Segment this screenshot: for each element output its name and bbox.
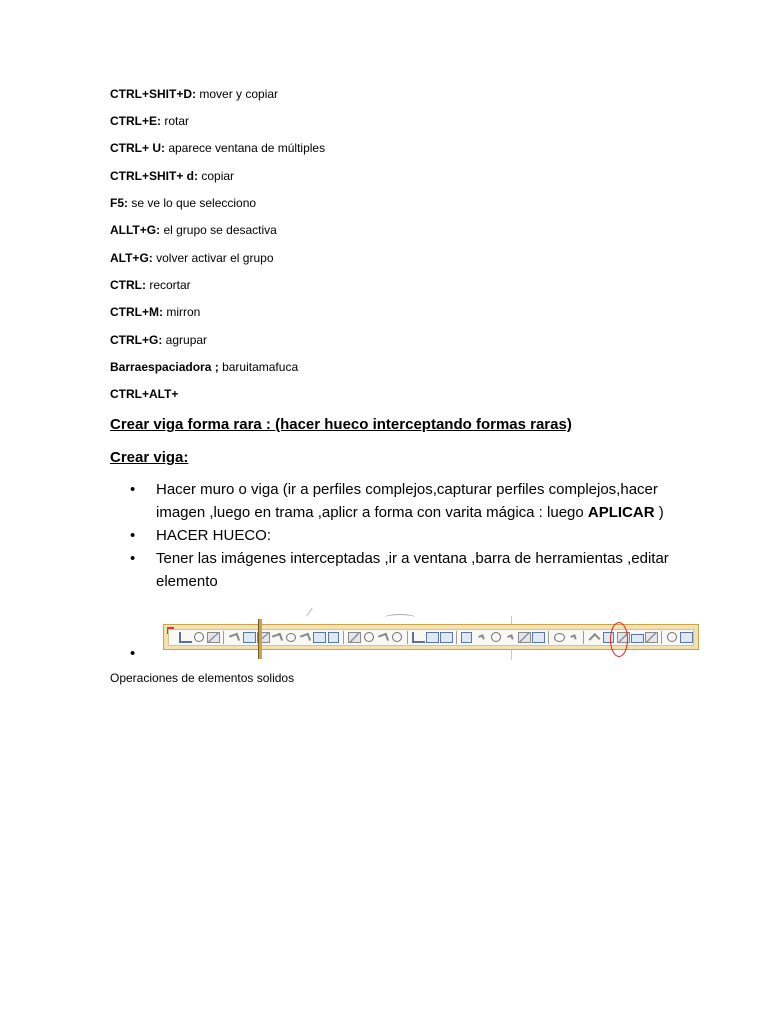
shortcut-key: CTRL+ U: — [110, 141, 165, 155]
shortcut-line — [110, 114, 189, 128]
split-icon — [645, 632, 657, 643]
list-item-text-part: Hacer muro o viga (ir a perfiles complejos,capturar perfiles complejos,hacer imagen ,luego en trama ,aplicr a forma con varita mágica : luego — [156, 481, 658, 521]
shortcut-line — [110, 333, 207, 347]
image-icon — [207, 632, 219, 643]
chart-icon — [179, 632, 191, 643]
shortcut-desc: mirron — [163, 305, 201, 319]
union-icon — [666, 632, 678, 643]
shortcut-line — [110, 278, 191, 292]
annotation-stroke — [306, 608, 321, 623]
bullet-list — [130, 478, 670, 593]
transform-icon — [348, 632, 360, 643]
list-item-text — [156, 478, 670, 524]
shortcut-key: CTRL: — [110, 278, 146, 292]
shortcut-key: F5: — [110, 196, 128, 210]
toolbar-separator — [661, 631, 662, 644]
toolbar-screenshot — [163, 624, 699, 652]
dropdown-icon — [475, 632, 487, 643]
toolbar-separator — [407, 631, 408, 644]
select-icon — [461, 632, 473, 643]
shortcut-desc: aparece ventana de múltiples — [165, 141, 326, 155]
list-item — [130, 547, 670, 593]
bullet-icon: • — [130, 481, 136, 498]
section-heading: Crear viga: — [110, 449, 189, 466]
toolbar-separator — [343, 631, 344, 644]
align-icon — [412, 632, 424, 643]
shortcut-line — [110, 196, 256, 210]
annotation-stroke — [385, 614, 415, 621]
toolbar-separator — [583, 631, 584, 644]
curve-icon — [285, 632, 297, 643]
toolbar-grip — [258, 619, 262, 659]
annotation-circle — [610, 622, 628, 657]
shortcut-line — [110, 169, 234, 183]
pointer-icon — [271, 632, 283, 643]
shortcut-line — [110, 305, 200, 319]
shortcut-desc: copiar — [198, 169, 235, 183]
offset-icon — [391, 632, 403, 643]
shortcut-line — [110, 223, 277, 237]
dropdown-icon — [567, 632, 579, 643]
list-item-strong: APLICAR — [587, 504, 655, 521]
list-item-text: Tener las imágenes interceptadas ,ir a ventana ,barra de herramientas ,editar elemento — [156, 550, 669, 590]
bullet-icon: • — [130, 645, 136, 662]
shortcut-desc: rotar — [161, 114, 190, 128]
shortcut-line — [110, 387, 178, 401]
list-item — [130, 478, 670, 524]
zoom-icon — [193, 632, 205, 643]
list-item-text: HACER HUECO: — [156, 527, 272, 544]
roof-icon — [588, 632, 600, 643]
shortcut-desc: el grupo se desactiva — [160, 223, 277, 237]
bullet-icon: • — [130, 550, 136, 567]
shortcut-line — [110, 360, 298, 374]
section-heading: Crear viga forma rara : (hacer hueco interceptando formas raras) — [110, 416, 572, 433]
shortcut-key: CTRL+SHIT+D: — [110, 87, 197, 101]
window-icon — [243, 632, 255, 643]
toolbar-separator — [456, 631, 457, 644]
shortcut-key: CTRL+G: — [110, 333, 163, 347]
page-icon — [327, 632, 339, 643]
shortcut-desc: agrupar — [162, 333, 208, 347]
distribute-icon — [426, 632, 438, 643]
shortcut-line — [110, 87, 278, 101]
list-item — [130, 524, 670, 547]
hole-icon — [631, 632, 643, 643]
shortcut-desc: baruitamafuca — [218, 360, 299, 374]
shortcut-desc: mover y copiar — [196, 87, 279, 101]
rotate-icon — [363, 632, 375, 643]
arc-icon — [299, 632, 311, 643]
shortcut-desc: volver activar el grupo — [152, 251, 274, 265]
section-caption: Operaciones de elementos solidos — [110, 671, 295, 685]
shortcut-desc: se ve lo que selecciono — [128, 196, 257, 210]
shortcut-key: CTRL+ALT+ — [110, 387, 179, 401]
list-item-text-end: ) — [654, 504, 664, 521]
shortcut-key: CTRL+M: — [110, 305, 163, 319]
toolbar-separator — [548, 631, 549, 644]
dropdown-icon — [504, 632, 516, 643]
shortcut-line — [110, 251, 274, 265]
copy-icon — [532, 632, 544, 643]
bullet-icon: • — [130, 527, 136, 544]
layer-icon — [518, 632, 530, 643]
scissors-icon — [228, 632, 240, 643]
subtract-icon — [680, 632, 692, 643]
shortcut-key: CTRL+SHIT+ d: — [110, 169, 199, 183]
move-icon — [490, 632, 502, 643]
mirror-icon — [377, 632, 389, 643]
shortcut-key: ALLT+G: — [110, 223, 161, 237]
shortcut-key: ALT+G: — [110, 251, 153, 265]
shortcut-desc: recortar — [146, 278, 191, 292]
shortcut-key: CTRL+E: — [110, 114, 161, 128]
toolbar-separator — [223, 631, 224, 644]
grid-icon — [440, 632, 452, 643]
shortcut-line — [110, 141, 325, 155]
frame-icon — [313, 632, 325, 643]
link-icon — [553, 632, 565, 643]
shortcut-key: Barraespaciadora ; — [110, 360, 219, 374]
